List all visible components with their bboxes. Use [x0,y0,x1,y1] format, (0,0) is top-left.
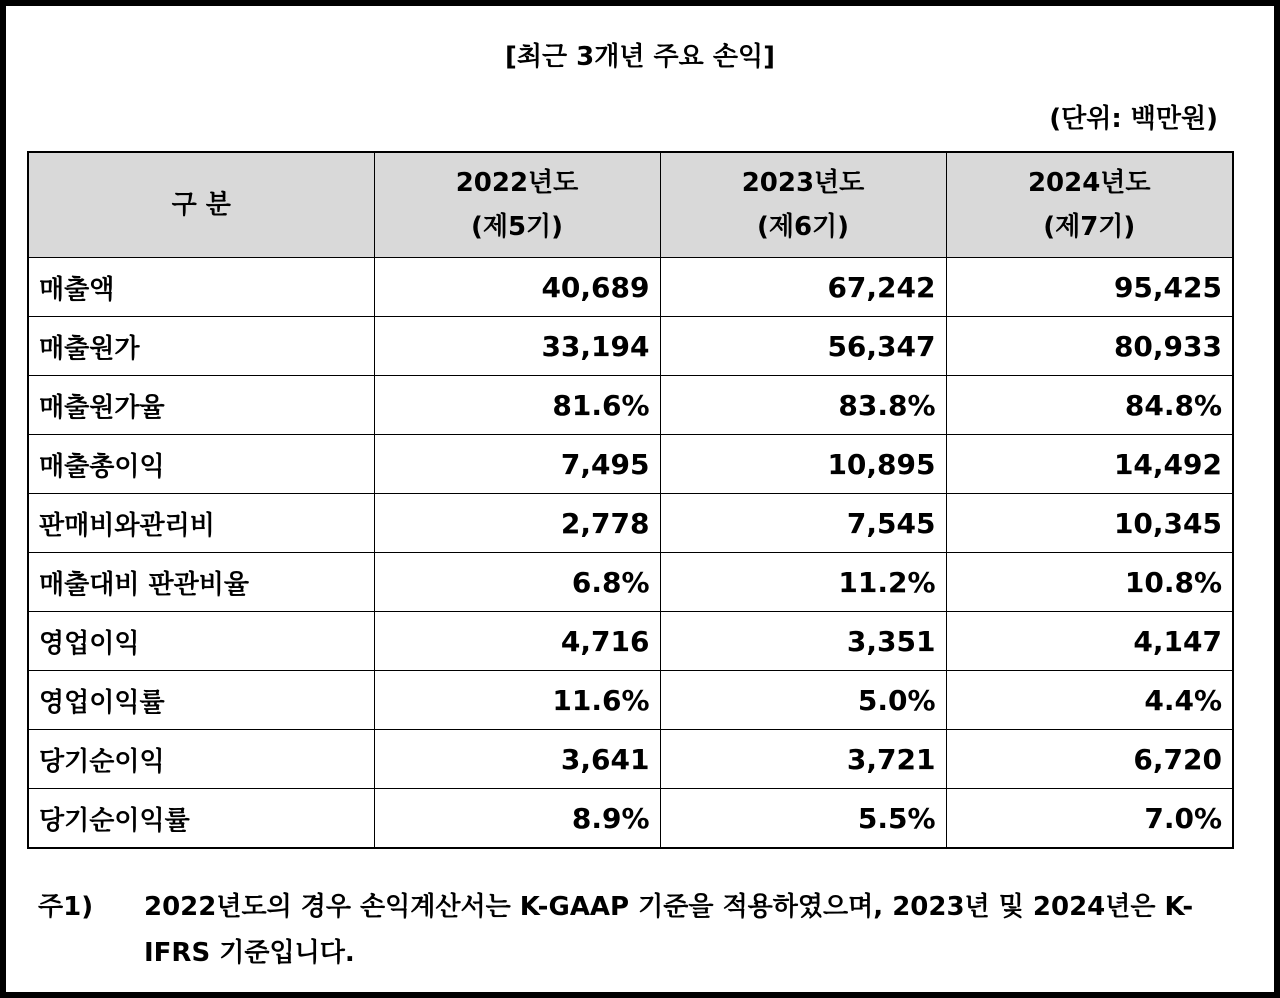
row-label: 당기순이익률 [28,789,374,849]
table-row [28,671,1233,730]
cell-2024: 7.0% [946,789,1233,849]
header-year: 2022년도 [455,168,579,198]
cell-2022: 8.9% [374,789,660,849]
cell-2024: 95,425 [946,258,1233,317]
table-row [28,789,1233,849]
footnote-text: 2022년도의 경우 손익계산서는 K-GAAP 기준을 적용하였으며, 2023년 및 2024년은 K-IFRS 기준입니다. [144,892,1194,968]
cell-2024: 14,492 [946,435,1233,494]
header-year-2022 [374,152,660,258]
document-title: [최근 3개년 주요 손익] [505,42,775,72]
row-label: 매출원가율 [28,376,374,435]
cell-2023: 3,721 [660,730,946,789]
header-period: (제5기) [470,212,564,242]
cell-2022: 4,716 [374,612,660,671]
table-row [28,612,1233,671]
footnote-tag: 주1) [38,892,94,922]
cell-2024: 6,720 [946,730,1233,789]
cell-2023: 5.5% [660,789,946,849]
row-label: 매출액 [28,258,374,317]
cell-2023: 5.0% [660,671,946,730]
row-label: 매출대비 판관비율 [28,553,374,612]
row-label: 당기순이익 [28,730,374,789]
cell-2024: 80,933 [946,317,1233,376]
table-row [28,258,1233,317]
cell-2022: 33,194 [374,317,660,376]
table-row [28,317,1233,376]
row-label: 판매비와관리비 [28,494,374,553]
cell-2024: 10,345 [946,494,1233,553]
cell-2022: 2,778 [374,494,660,553]
row-label: 매출총이익 [28,435,374,494]
table-row [28,730,1233,789]
cell-2022: 7,495 [374,435,660,494]
row-label: 영업이익 [28,612,374,671]
cell-2023: 11.2% [660,553,946,612]
cell-2023: 67,242 [660,258,946,317]
cell-2024: 4.4% [946,671,1233,730]
cell-2023: 7,545 [660,494,946,553]
header-period: (제6기) [756,212,850,242]
row-label: 매출원가 [28,317,374,376]
cell-2024: 4,147 [946,612,1233,671]
income-summary-table [27,151,1234,849]
row-label: 영업이익률 [28,671,374,730]
table-row [28,494,1233,553]
table-row [28,376,1233,435]
cell-2023: 3,351 [660,612,946,671]
header-year-2024 [946,152,1233,258]
header-period: (제7기) [1043,212,1136,242]
header-year-2023 [660,152,946,258]
cell-2022: 3,641 [374,730,660,789]
cell-2023: 83.8% [660,376,946,435]
cell-2023: 10,895 [660,435,946,494]
header-category: 구 분 [28,152,374,258]
header-year: 2023년도 [741,168,865,198]
footnote [38,884,1238,976]
cell-2022: 6.8% [374,553,660,612]
cell-2023: 56,347 [660,317,946,376]
table-header-row [28,152,1233,258]
cell-2022: 81.6% [374,376,660,435]
cell-2024: 10.8% [946,553,1233,612]
header-year: 2024년도 [1027,168,1151,198]
cell-2024: 84.8% [946,376,1233,435]
table-row [28,553,1233,612]
unit-label: (단위: 백만원) [1049,104,1218,134]
table-row [28,435,1233,494]
cell-2022: 11.6% [374,671,660,730]
cell-2022: 40,689 [374,258,660,317]
